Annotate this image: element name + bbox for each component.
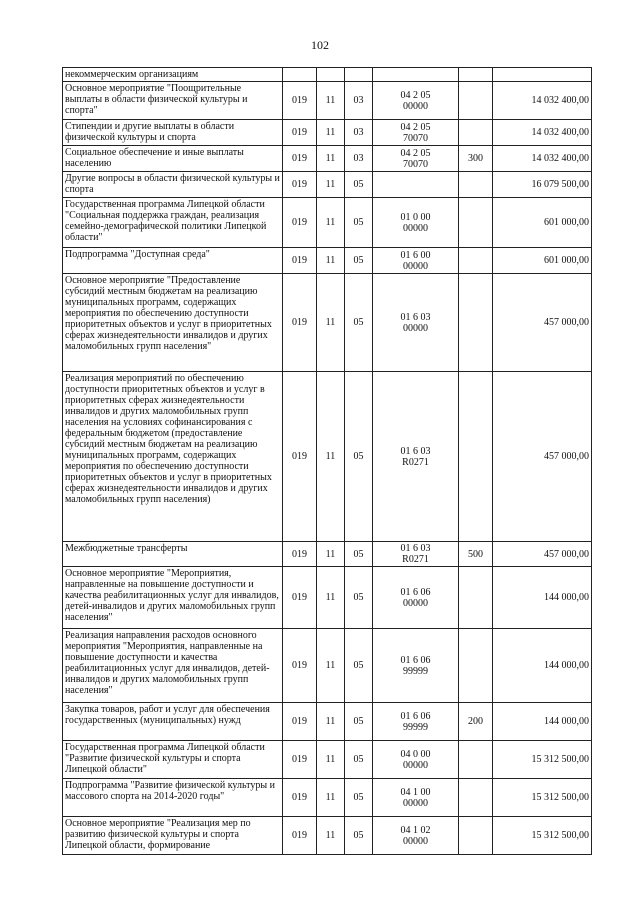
table-row (63, 741, 592, 779)
table-row (63, 82, 592, 120)
item-name-cell: Межбюджетные трансферты (63, 542, 283, 567)
expense-type-cell: 200 (459, 703, 493, 741)
amount-cell: 144 000,00 (493, 567, 592, 629)
amount-cell: 14 032 400,00 (493, 146, 592, 172)
section-code-cell: 11 (317, 817, 345, 855)
amount-cell: 457 000,00 (493, 542, 592, 567)
amount-cell (493, 68, 592, 82)
section-code-cell: 11 (317, 779, 345, 817)
subsection-code-cell: 05 (345, 172, 373, 198)
ministry-code-cell: 019 (283, 703, 317, 741)
ministry-code-cell (283, 68, 317, 82)
table-row (63, 817, 592, 855)
table-row (63, 172, 592, 198)
item-name-cell: Основное мероприятие "Мероприятия, направленные на повышение доступности и качества реабилитационных услуг для инвалидов, детей-инвалидов и других маломобильных групп населения" (63, 567, 283, 629)
subsection-code-cell: 05 (345, 629, 373, 703)
section-code-cell: 11 (317, 703, 345, 741)
budget-table (62, 67, 592, 855)
ministry-code-cell: 019 (283, 817, 317, 855)
section-code-cell: 11 (317, 274, 345, 372)
expense-type-cell (459, 567, 493, 629)
section-code-cell: 11 (317, 372, 345, 542)
amount-cell: 457 000,00 (493, 274, 592, 372)
section-code-cell (317, 68, 345, 82)
amount-cell: 14 032 400,00 (493, 120, 592, 146)
target-article-cell: 04 2 05 00000 (373, 82, 459, 120)
amount-cell: 144 000,00 (493, 629, 592, 703)
table-row (63, 146, 592, 172)
target-article-cell (373, 172, 459, 198)
expense-type-cell (459, 779, 493, 817)
subsection-code-cell: 05 (345, 248, 373, 274)
subsection-code-cell (345, 68, 373, 82)
section-code-cell: 11 (317, 741, 345, 779)
amount-cell: 457 000,00 (493, 372, 592, 542)
item-name-cell: Основное мероприятие "Реализация мер по развитию физической культуры и спорта Липецкой области, формирование (63, 817, 283, 855)
item-name-cell: некоммерческим организациям (63, 68, 283, 82)
section-code-cell: 11 (317, 146, 345, 172)
item-name-cell: Государственная программа Липецкой области "Социальная поддержка граждан, реализация семейно-демографической политики Липецкой области" (63, 198, 283, 248)
subsection-code-cell: 03 (345, 120, 373, 146)
target-article-cell: 01 0 00 00000 (373, 198, 459, 248)
amount-cell: 15 312 500,00 (493, 779, 592, 817)
ministry-code-cell: 019 (283, 542, 317, 567)
expense-type-cell (459, 372, 493, 542)
ministry-code-cell: 019 (283, 567, 317, 629)
expense-type-cell (459, 274, 493, 372)
subsection-code-cell: 05 (345, 703, 373, 741)
item-name-cell: Подпрограмма "Доступная среда" (63, 248, 283, 274)
subsection-code-cell: 05 (345, 372, 373, 542)
ministry-code-cell: 019 (283, 146, 317, 172)
table-row (63, 248, 592, 274)
target-article-cell: 04 1 00 00000 (373, 779, 459, 817)
table-row (63, 779, 592, 817)
amount-cell: 14 032 400,00 (493, 82, 592, 120)
ministry-code-cell: 019 (283, 172, 317, 198)
amount-cell: 601 000,00 (493, 198, 592, 248)
amount-cell: 15 312 500,00 (493, 817, 592, 855)
ministry-code-cell: 019 (283, 198, 317, 248)
subsection-code-cell: 05 (345, 817, 373, 855)
table-body (63, 68, 592, 855)
expense-type-cell (459, 629, 493, 703)
subsection-code-cell: 03 (345, 146, 373, 172)
target-article-cell: 01 6 06 00000 (373, 567, 459, 629)
expense-type-cell (459, 817, 493, 855)
ministry-code-cell: 019 (283, 82, 317, 120)
subsection-code-cell: 05 (345, 198, 373, 248)
target-article-cell: 01 6 06 99999 (373, 629, 459, 703)
target-article-cell: 04 1 02 00000 (373, 817, 459, 855)
expense-type-cell (459, 68, 493, 82)
table-row (63, 120, 592, 146)
target-article-cell: 04 2 05 70070 (373, 120, 459, 146)
item-name-cell: Социальное обеспечение и иные выплаты населению (63, 146, 283, 172)
item-name-cell: Основное мероприятие "Поощрительные выплаты в области физической культуры и спорта" (63, 82, 283, 120)
item-name-cell: Государственная программа Липецкой области "Развитие физической культуры и спорта Липецкой области" (63, 741, 283, 779)
target-article-cell (373, 68, 459, 82)
table-row (63, 372, 592, 542)
item-name-cell: Основное мероприятие "Предоставление субсидий местным бюджетам на реализацию муниципальных программ, содержащих мероприятия по обеспечению доступности приоритетных объектов и услуг в приоритетных сферах жизнедеятельности инвалидов и других маломобильных групп населения" (63, 274, 283, 372)
section-code-cell: 11 (317, 542, 345, 567)
table-row (63, 703, 592, 741)
section-code-cell: 11 (317, 629, 345, 703)
table-row (63, 629, 592, 703)
table-row (63, 198, 592, 248)
expense-type-cell (459, 248, 493, 274)
subsection-code-cell: 05 (345, 779, 373, 817)
expense-type-cell (459, 172, 493, 198)
target-article-cell: 01 6 03 R0271 (373, 542, 459, 567)
table-row (63, 567, 592, 629)
expense-type-cell (459, 82, 493, 120)
amount-cell: 601 000,00 (493, 248, 592, 274)
item-name-cell: Закупка товаров, работ и услуг для обеспечения государственных (муниципальных) нужд (63, 703, 283, 741)
subsection-code-cell: 05 (345, 274, 373, 372)
page-number: 102 (311, 38, 329, 52)
target-article-cell: 01 6 03 00000 (373, 274, 459, 372)
item-name-cell: Подпрограмма "Развитие физической культуры и массового спорта на 2014-2020 годы" (63, 779, 283, 817)
table-row (63, 542, 592, 567)
amount-cell: 16 079 500,00 (493, 172, 592, 198)
ministry-code-cell: 019 (283, 741, 317, 779)
expense-type-cell: 300 (459, 146, 493, 172)
ministry-code-cell: 019 (283, 120, 317, 146)
target-article-cell: 01 6 06 99999 (373, 703, 459, 741)
ministry-code-cell: 019 (283, 629, 317, 703)
expense-type-cell: 500 (459, 542, 493, 567)
table-row (63, 274, 592, 372)
subsection-code-cell: 05 (345, 567, 373, 629)
ministry-code-cell: 019 (283, 372, 317, 542)
section-code-cell: 11 (317, 172, 345, 198)
target-article-cell: 01 6 03 R0271 (373, 372, 459, 542)
subsection-code-cell: 03 (345, 82, 373, 120)
target-article-cell: 04 2 05 70070 (373, 146, 459, 172)
expense-type-cell (459, 198, 493, 248)
section-code-cell: 11 (317, 248, 345, 274)
subsection-code-cell: 05 (345, 542, 373, 567)
ministry-code-cell: 019 (283, 248, 317, 274)
table-row (63, 68, 592, 82)
amount-cell: 15 312 500,00 (493, 741, 592, 779)
section-code-cell: 11 (317, 567, 345, 629)
target-article-cell: 04 0 00 00000 (373, 741, 459, 779)
item-name-cell: Реализация направления расходов основного мероприятия "Мероприятия, направленные на повышение доступности и качества реабилитационных услуг для инвалидов, детей-инвалидов и других маломобильных групп населения" (63, 629, 283, 703)
subsection-code-cell: 05 (345, 741, 373, 779)
item-name-cell: Реализация мероприятий по обеспечению доступности приоритетных объектов и услуг в приоритетных сферах жизнедеятельности инвалидов и других маломобильных групп населения на условиях софинансирования с федеральным бюджетом (предоставление субсидий местным бюджетам на реализацию муниципальных программ, содержащих мероприятия по обеспечению доступности приоритетных объектов и услуг в приоритетных сферах жизнедеятельности инвалидов и других маломобильных групп населения) (63, 372, 283, 542)
target-article-cell: 01 6 00 00000 (373, 248, 459, 274)
item-name-cell: Стипендии и другие выплаты в области физической культуры и спорта (63, 120, 283, 146)
item-name-cell: Другие вопросы в области физической культуры и спорта (63, 172, 283, 198)
ministry-code-cell: 019 (283, 274, 317, 372)
amount-cell: 144 000,00 (493, 703, 592, 741)
section-code-cell: 11 (317, 198, 345, 248)
expense-type-cell (459, 120, 493, 146)
section-code-cell: 11 (317, 120, 345, 146)
ministry-code-cell: 019 (283, 779, 317, 817)
section-code-cell: 11 (317, 82, 345, 120)
expense-type-cell (459, 741, 493, 779)
